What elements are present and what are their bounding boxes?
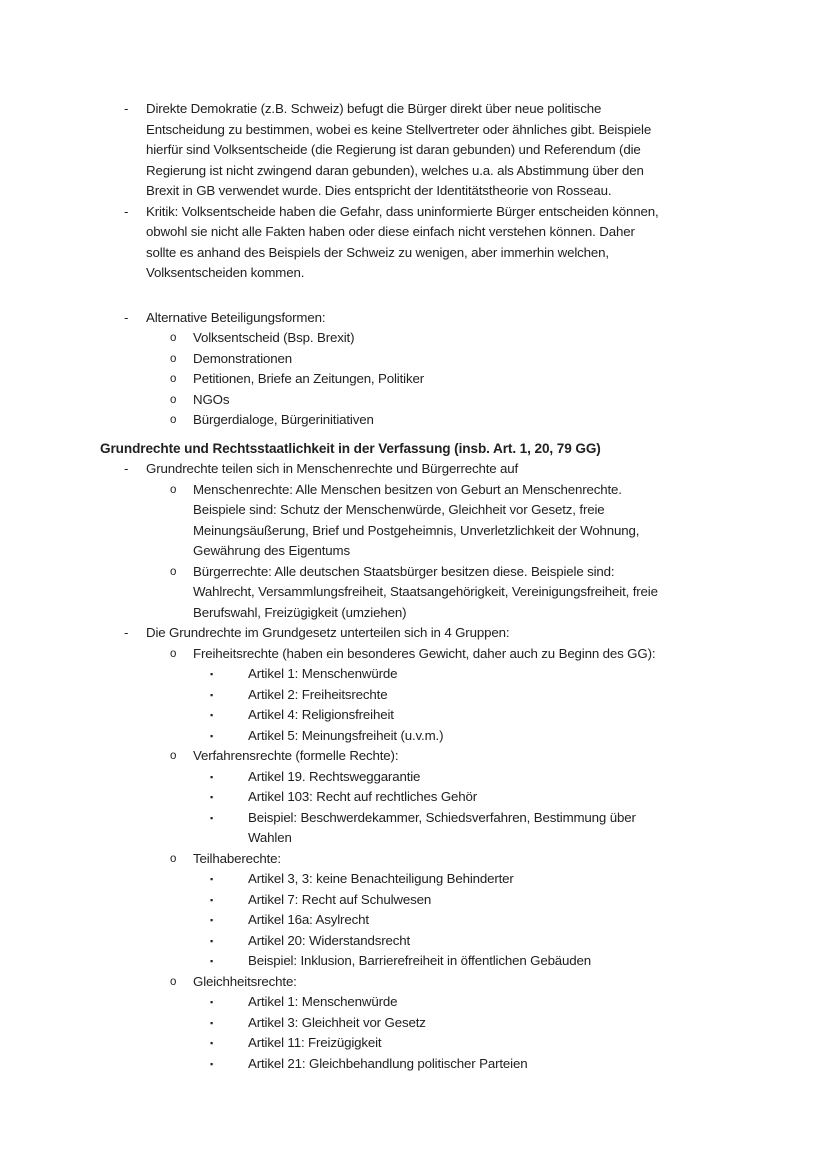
list-line [100, 623, 812, 644]
bullet-block [100, 931, 812, 952]
list-line [100, 328, 812, 349]
bullet-marker-l3: ▪ [210, 1058, 214, 1069]
bullet-block [100, 349, 812, 370]
bullet-block [100, 869, 812, 890]
line-text: Artikel 16a: Asylrecht [248, 912, 369, 927]
list-line [100, 459, 812, 480]
line-text: Beispiel: Beschwerdekammer, Schiedsverfahren, Bestimmung über [248, 809, 636, 825]
bullet-block [100, 390, 812, 411]
list-line [100, 685, 812, 706]
bullet-marker-l3: ▪ [210, 997, 214, 1007]
line-text: Regierung ist nicht zwingend daran gebunden), welches u.a. als Abstimmung über den [146, 162, 644, 178]
line-text: Artikel 1: Menschenwürde [248, 994, 398, 1009]
bullet-block [100, 623, 812, 644]
line-text: Menschenrechte: Alle Menschen besitzen von Geburt an Menschenrechte. [193, 481, 622, 497]
list-line [100, 369, 812, 390]
list-line [100, 120, 812, 141]
list-line [100, 410, 812, 431]
bullet-marker-l3: ▪ [210, 935, 214, 946]
list-line [100, 99, 812, 120]
bullet-marker-l3: ▪ [210, 915, 214, 925]
list-line [100, 828, 812, 849]
list-line [100, 1033, 812, 1054]
line-text: Petitionen, Briefe an Zeitungen, Politiker [193, 371, 424, 386]
list-line [100, 787, 812, 808]
document-body [100, 99, 812, 1074]
bullet-marker-l2: o [170, 414, 177, 426]
bullet-marker-l1: - [124, 461, 129, 476]
line-text: sollte es anhand des Beispiels der Schweiz zu wenigen, aber immerhin welchen, [146, 244, 609, 260]
line-text: Teilhaberechte: [193, 850, 281, 866]
line-text: Grundrechte teilen sich in Menschenrechte und Bürgerrechte auf [146, 461, 519, 476]
line-text: Direkte Demokratie (z.B. Schweiz) befugt die Bürger direkt über neue politische [146, 101, 602, 116]
bullet-marker-l3: ▪ [210, 894, 214, 905]
bullet-marker-l1: - [124, 203, 129, 219]
list-line [100, 222, 812, 243]
bullet-block [100, 992, 812, 1013]
bullet-marker-l2: o [170, 332, 177, 344]
list-line [100, 582, 812, 603]
list-line [100, 480, 812, 501]
line-text: NGOs [193, 391, 230, 407]
line-text: Alternative Beteiligungsformen: [146, 309, 326, 325]
heading-text: Grundrechte und Rechtsstaatlichkeit in der Verfassung (insb. Art. 1, 20, 79 GG) [100, 440, 601, 456]
line-text: Artikel 2: Freiheitsrechte [248, 686, 388, 702]
line-text: Gewährung des Eigentums [193, 543, 350, 558]
line-text: Gleichheitsrechte: [193, 973, 297, 989]
bullet-block [100, 972, 812, 993]
line-text: Demonstrationen [193, 350, 293, 366]
line-text: Verfahrensrechte (formelle Rechte): [193, 748, 399, 763]
bullet-block [100, 308, 812, 329]
line-text: Artikel 3, 3: keine Benachteiligung Behinderter [248, 871, 514, 886]
bullet-marker-l3: ▪ [210, 812, 214, 823]
line-text: Wahlrecht, Versammlungsfreiheit, Staatsangehörigkeit, Vereinigungsfreiheit, freie [193, 584, 658, 599]
bullet-marker-l3: ▪ [210, 1038, 214, 1048]
bullet-marker-l2: o [170, 483, 177, 496]
list-line [100, 767, 812, 788]
bullet-marker-l2: o [170, 975, 177, 988]
bullet-marker-l3: ▪ [210, 730, 214, 741]
bullet-marker-l3: ▪ [210, 771, 214, 782]
list-line [100, 808, 812, 829]
list-line [100, 972, 812, 993]
bullet-block [100, 1013, 812, 1034]
bullet-block [100, 726, 812, 747]
bullet-marker-l3: ▪ [210, 874, 214, 884]
bullet-block [100, 664, 812, 685]
line-text: Artikel 3: Gleichheit vor Gesetz [248, 1014, 426, 1030]
list-line [100, 890, 812, 911]
bullet-block [100, 787, 812, 808]
line-text: Meinungsäußerung, Brief und Postgeheimnis, Unverletzlichkeit der Wohnung, [193, 522, 640, 538]
list-line [100, 705, 812, 726]
bullet-block [100, 767, 812, 788]
line-text: Bürgerdialoge, Bürgerinitiativen [193, 412, 374, 427]
list-line [100, 1054, 812, 1075]
line-text: Beispiel: Inklusion, Barrierefreiheit in öffentlichen Gebäuden [248, 953, 592, 968]
line-text: Volksentscheid (Bsp. Brexit) [193, 330, 355, 345]
bullet-marker-l1: - [124, 309, 129, 325]
list-line [100, 390, 812, 411]
line-text: Artikel 7: Recht auf Schulwesen [248, 891, 432, 907]
list-line [100, 181, 812, 202]
list-line [100, 1013, 812, 1034]
bullet-block [100, 705, 812, 726]
line-text: Artikel 20: Widerstandsrecht [248, 932, 411, 948]
list-line [100, 931, 812, 952]
bullet-block [100, 202, 812, 284]
list-line [100, 644, 812, 665]
bullet-marker-l1: - [124, 625, 129, 640]
bullet-block [100, 480, 812, 562]
line-text: Artikel 5: Meinungsfreiheit (u.v.m.) [248, 727, 444, 743]
list-line [100, 541, 812, 562]
bullet-block [100, 951, 812, 972]
bullet-block [100, 1054, 812, 1075]
list-line [100, 869, 812, 890]
list-line [100, 161, 812, 182]
bullet-marker-l2: o [170, 750, 177, 762]
bullet-block [100, 1033, 812, 1054]
line-text: Die Grundrechte im Grundgesetz unterteilen sich in 4 Gruppen: [146, 625, 510, 640]
line-text: Artikel 1: Menschenwürde [248, 666, 398, 681]
line-text: Kritik: Volksentscheide haben die Gefahr, dass uninformierte Bürger entscheiden können, [146, 203, 659, 219]
bullet-block [100, 910, 812, 931]
bullet-block [100, 369, 812, 390]
bullet-block [100, 808, 812, 849]
line-text: Bürgerrechte: Alle deutschen Staatsbürger besitzen diese. Beispiele sind: [193, 563, 615, 579]
line-text: Artikel 21: Gleichbehandlung politischer Parteien [248, 1055, 528, 1071]
list-line [100, 521, 812, 542]
list-line [100, 992, 812, 1013]
bullet-marker-l3: ▪ [210, 792, 214, 802]
bullet-block [100, 562, 812, 624]
bullet-marker-l2: o [170, 647, 177, 660]
bullet-marker-l1: - [124, 101, 129, 116]
list-line [100, 349, 812, 370]
list-line [100, 243, 812, 264]
paragraph-gap [100, 284, 812, 308]
line-text: Berufswahl, Freizügigkeit (umziehen) [193, 604, 407, 620]
bullet-marker-l2: o [170, 352, 177, 365]
list-line [100, 951, 812, 972]
line-text: Artikel 103: Recht auf rechtliches Gehör [248, 789, 478, 804]
list-line [100, 202, 812, 223]
list-line [100, 746, 812, 767]
bullet-block [100, 99, 812, 202]
heading-block [100, 439, 812, 460]
list-line [100, 500, 812, 521]
bullet-block [100, 849, 812, 870]
line-text: Entscheidung zu bestimmen, wobei es keine Stellvertreter oder ähnliches gibt. Beispiele [146, 121, 652, 137]
list-line [100, 562, 812, 583]
line-text: Artikel 4: Religionsfreiheit [248, 707, 394, 722]
list-line [100, 140, 812, 161]
line-text: hierfür sind Volksentscheide (die Regierung ist daran gebunden) und Referendum (die [146, 142, 641, 157]
line-text: Freiheitsrechte (haben ein besonderes Gewicht, daher auch zu Beginn des GG): [193, 645, 656, 661]
section-heading [100, 439, 812, 460]
list-line [100, 308, 812, 329]
bullet-block [100, 328, 812, 349]
bullet-marker-l2: o [170, 852, 177, 865]
list-line [100, 910, 812, 931]
line-text: Artikel 11: Freizügigkeit [248, 1035, 382, 1050]
bullet-block [100, 459, 812, 480]
bullet-block [100, 685, 812, 706]
list-line [100, 263, 812, 284]
line-text: Beispiele sind: Schutz der Menschenwürde, Gleichheit vor Gesetz, freie [193, 502, 605, 517]
line-text: Wahlen [248, 830, 292, 845]
line-text: Volksentscheiden kommen. [146, 265, 305, 280]
bullet-block [100, 746, 812, 767]
bullet-marker-l3: ▪ [210, 669, 214, 679]
list-line [100, 603, 812, 624]
bullet-block [100, 644, 812, 665]
line-text: Artikel 19. Rechtsweggarantie [248, 768, 421, 784]
bullet-marker-l3: ▪ [210, 956, 214, 966]
bullet-marker-l2: o [170, 393, 177, 406]
list-line [100, 849, 812, 870]
list-line [100, 664, 812, 685]
line-text: obwohl sie nicht alle Fakten haben oder diese einfach nicht verstehen können. Daher [146, 224, 635, 239]
list-line [100, 726, 812, 747]
bullet-marker-l2: o [170, 373, 177, 385]
paragraph-gap [100, 431, 812, 439]
line-text: Brexit in GB verwendet wurde. Dies entspricht der Identitätstheorie von Rosseau. [146, 183, 612, 198]
bullet-block [100, 410, 812, 431]
bullet-block [100, 890, 812, 911]
bullet-marker-l3: ▪ [210, 1017, 214, 1028]
bullet-marker-l3: ▪ [210, 689, 214, 700]
bullet-marker-l2: o [170, 565, 177, 578]
bullet-marker-l3: ▪ [210, 710, 214, 720]
